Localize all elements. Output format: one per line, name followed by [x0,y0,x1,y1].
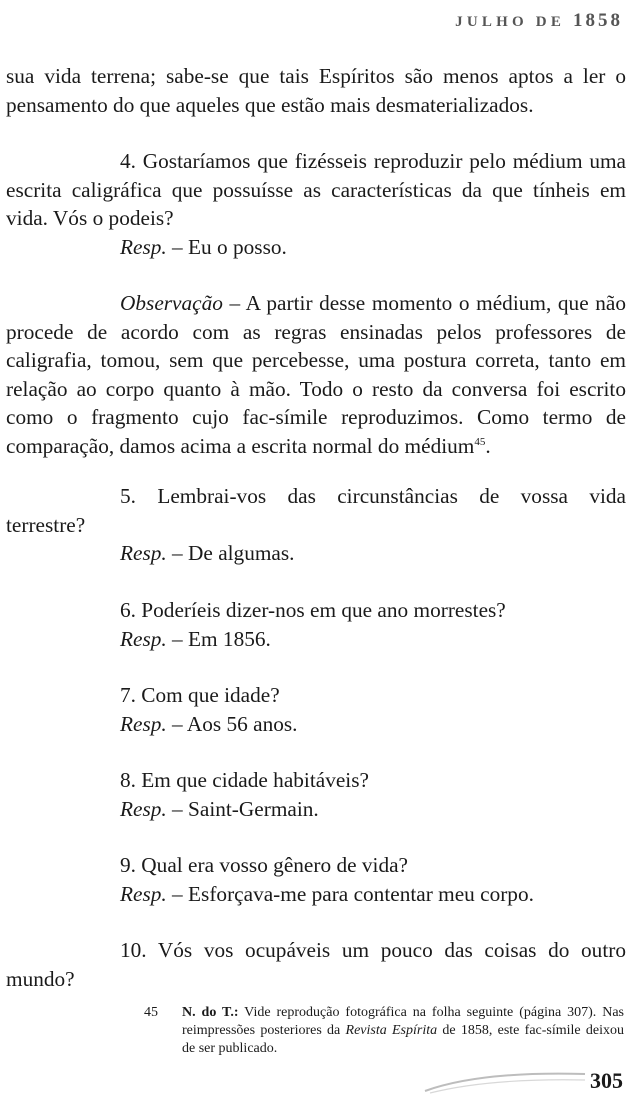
answer-5-text: – De algumas. [166,541,295,565]
header-year: 1858 [573,10,623,31]
question-4: 4. Gostaríamos que fizésseis reproduzir pelo médium uma escrita caligráfica que possuísse as características da que tínheis em vida. Vós o podeis? [6,149,626,230]
answer-9-text: – Esforçava-me para contentar meu corpo. [166,881,534,906]
answer-8 [6,795,626,824]
footnote-text-a: Vide reprodução fotográfica na folha seguinte (página 307). Nas reimpressões posteriores da [182,1005,625,1038]
question-8-block [6,766,626,823]
question-9: 9. Qual era vosso gênero de vida? [120,853,408,877]
decorative-swoosh [420,1066,590,1096]
footnote-text-b: de 1858, este fac-símile deixou de ser publicado. [182,1023,625,1056]
observation-label: Observação [120,291,223,315]
observation [6,289,626,460]
question-9-block [6,851,626,908]
observation-block [6,289,626,460]
resp-label: Resp. [120,541,167,565]
question-10-block [6,936,626,993]
question-5-block [6,482,626,568]
footnote-body [182,1004,624,1058]
page-number: 305 [590,1068,623,1093]
question-4-block [6,147,626,261]
question-10: 10. Vós vos ocupáveis um pouco das coisas do outro mundo? [6,938,626,991]
footnote [146,1004,624,1058]
question-6-block [6,596,626,653]
header-title: JULHO DE [455,14,566,30]
paragraph-continuation [6,62,626,119]
question-5: 5. Lembrai-vos das circunstâncias de vossa vida terrestre? [6,484,626,537]
observation-text: – A partir desse momento o médium, que não procede de acordo com as regras ensinadas pelos professores de caligrafia, tomou, sem que percebesse, uma postura correta, tanto em relação ao corpo quanto à mão. Todo o resto da conversa foi escrito como o fragmento cujo fac-símile reproduzimos. Como termo de comparação, damos acima a escrita normal do médium [6,291,626,458]
answer-6 [6,625,626,654]
question-6: 6. Poderíeis dizer-nos em que ano morrestes? [120,598,506,622]
answer-5 [6,539,626,568]
answer-9 [6,880,626,909]
answer-4 [6,233,626,262]
answer-8-text: – Saint-Germain. [166,796,319,821]
footnote-italic: Revista Espírita [345,1023,438,1038]
footnote-label: N. do T.: [182,1005,239,1020]
question-8: 8. Em que cidade habitáveis? [120,768,369,792]
question-7: 7. Com que idade? [120,683,280,707]
paragraph-1: sua vida terrena; sabe-se que tais Espíritos são menos aptos a ler o pensamento do que aqueles que estão mais desmaterializados. [6,64,626,117]
resp-label: Resp. [120,711,167,736]
resp-label: Resp. [120,796,167,821]
resp-label: Resp. [120,626,167,651]
answer-7-text: – Aos 56 anos. [166,711,298,736]
resp-label: Resp. [120,881,167,906]
footnote-number: 45 [144,1005,158,1020]
answer-7 [6,710,626,739]
footnote-ref: 45 [474,435,486,448]
observation-end: . [485,433,491,458]
answer-4-text: – Eu o posso. [166,234,287,259]
answer-6-text: – Em 1856. [166,626,271,651]
resp-label: Resp. [120,234,167,259]
running-header [455,10,623,32]
question-7-block [6,681,626,738]
